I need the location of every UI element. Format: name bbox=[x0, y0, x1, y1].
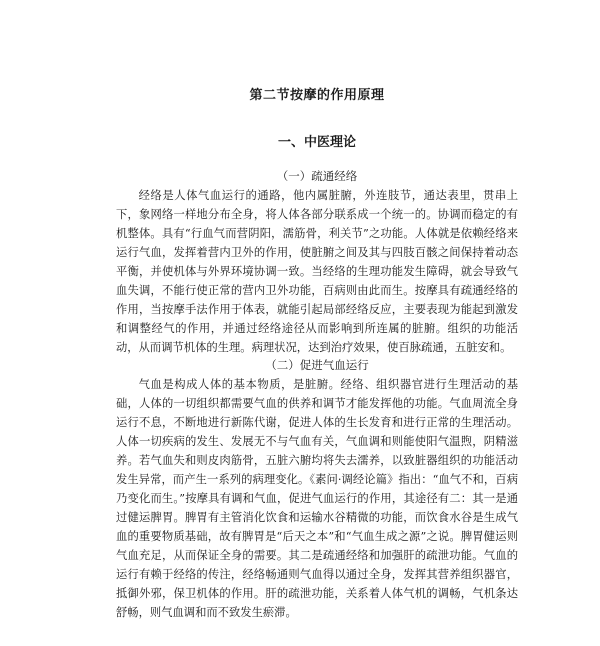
subsection-title-1: （一）疏通经络 bbox=[276, 169, 358, 183]
subsection-paragraph-2: 气血是构成人体的基本物质，是脏腑。经络、组织器官进行生理活动的基础，人体的一切组织都需要气血的供养和调节才能发挥他的功能。气血周流全身运行不息，不断地进行新陈代谢，促进人体的生长发育和进行正常的生理活动。人体一切疾病的发生、发展无不与气血有关，气血调和则能使阳气温煦，阴精滋养。若气血失和则皮肉筋骨，五脏六腑均将失去濡养，以致脏器组织的功能活动发生异常，而产生一系列的病理变化。《素问·调经论篇》指出：“血气不和，百病乃变化而生。”按摩具有调和气血，促进气血运行的作用，其途径有二：其一是通过健运脾胃。脾胃有主管消化饮食和运输水谷精微的功能，而饮食水谷是生成气血的重要物质基础，故有脾胃是“后天之本”和“气血生成之源”之说。脾胃健运则气血充足，从而保证全身的需要。其二是疏通经络和加强肝的疏泄功能。气血的运行有赖于经络的传注，经络畅通则气血得以通过全身，发挥其营养组织器官，抵御外邪，保卫机体的作用。肝的疏泄功能，关系着人体气机的调畅，气机条达舒畅，则气血调和而不致发生瘀滞。 bbox=[116, 378, 518, 619]
subsection-paragraph-1: 经络是人体气血运行的通路，他内属脏腑，外连肢节，通达表里，贯串上下，象网络一样地分布全身，将人体各部分联系成一个统一的。协调而稳定的有机整体。具有“行血气而营阴阳，濡筋骨，利关节”之功能。人体就是依赖经络来运行气血，发挥着营内卫外的作用，使脏腑之间及其与四肢百骸之间保持着动态平衡，并使机体与外界环境协调一致。当经络的生理功能发生障碍，就会导致气血失调，不能行使正常的营内卫外功能，百病则由此而生。按摩具有疏通经络的作用，当按摩手法作用于体表，就能引起局部经络反应，主要表现为能起到激发和调整经气的作用，并通过经络途径从而影响到所连属的脏腑。组织的功能活动，从而调节机体的生理。病理状况，达到治疗效果，使百脉疏通，五脏安和。 bbox=[116, 189, 518, 354]
chapter-title: 一、中医理论 bbox=[277, 135, 356, 150]
document-page bbox=[116, 84, 518, 622]
subsection-title-2: （二）促进气血运行 bbox=[265, 358, 369, 372]
section-title: 第二节按摩的作用原理 bbox=[249, 88, 385, 103]
